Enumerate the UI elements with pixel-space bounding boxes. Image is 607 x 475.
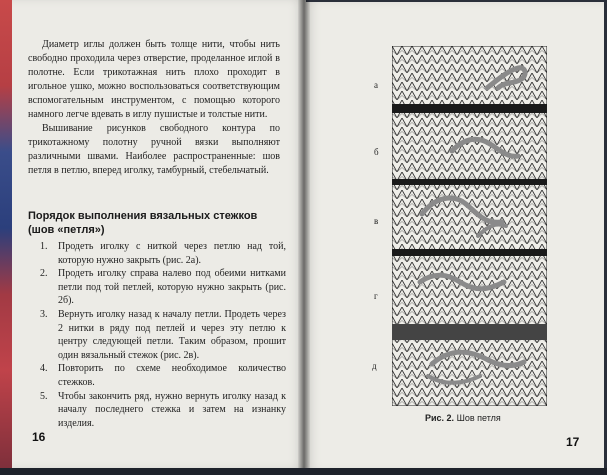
background-bottom <box>0 468 607 475</box>
knitting-stitch-figure <box>392 46 547 406</box>
step-text: Повторить по схеме необходимое количество стежков. <box>58 363 286 388</box>
list-item <box>40 362 286 389</box>
step-text: Продеть иголку справа налево под обеими нитками петли под той петлей, которую нужно закрыть (рис. 2б). <box>58 268 286 307</box>
band <box>392 249 547 256</box>
page-number-right: 17 <box>566 435 580 449</box>
figure-letter-b: б <box>374 147 379 157</box>
list-item <box>40 308 286 362</box>
figure-letter-g: г <box>374 291 378 301</box>
book-gutter <box>298 0 310 475</box>
step-number: 4. <box>40 363 48 375</box>
page-number-left: 16 <box>32 430 46 444</box>
figure-letter-d: д <box>372 361 377 371</box>
figure-letter-a: а <box>374 80 378 90</box>
band <box>392 104 547 113</box>
figure-letter-v: в <box>374 216 379 226</box>
heading-line-2: (шов «петля») <box>28 224 105 236</box>
step-number: 5. <box>40 390 48 402</box>
body-text <box>28 38 280 178</box>
steps-list <box>40 240 286 430</box>
list-item <box>40 267 286 308</box>
step-text: Вернуть иголку назад к началу петли. Продеть через 2 нитки в ряду под петлей и через эту петлю к центру следующей петли. Таким образом, прошит один вязальный стежок (рис. 2в). <box>58 308 286 361</box>
step-number: 3. <box>40 308 48 320</box>
paragraph-1: Диаметр иглы должен быть толще нити, чтобы нить свободно проходила через отверстие, проделанное иглой в полотне. Если трикотажная нить плохо проходит в игольное ушко, можно воспользоваться соответствующим вспомогательным инструментом, с помощью которого намного легче вдевать в иглу пушистые и толстые нити. <box>28 39 280 120</box>
section-heading <box>28 209 284 237</box>
figure-caption <box>425 413 501 423</box>
list-item <box>40 240 286 267</box>
step-text: Чтобы закончить ряд, нужно вернуть иголку назад к началу последнего стежка и затем на изнанку изделия. <box>58 390 286 429</box>
step-text: Продеть иголку с ниткой через петлю над той, которую нужно закрыть (рис. 2а). <box>58 241 286 266</box>
paragraph-2: Вышивание рисунков свободного контура по трикотажному полотну ручной вязки выполняют различными швами. Наиболее распространенные: шов петля в петлю, вперед иголку, тамбурный, стебельчатый. <box>28 123 280 176</box>
caption-text: Шов петля <box>456 413 501 423</box>
heading-line-1: Порядок выполнения вязальных стежков <box>28 210 258 222</box>
caption-label: Рис. 2. <box>425 413 455 423</box>
step-number: 2. <box>40 268 48 280</box>
step-number: 1. <box>40 241 48 252</box>
band <box>392 324 547 340</box>
list-item <box>40 390 286 431</box>
band <box>392 179 547 185</box>
